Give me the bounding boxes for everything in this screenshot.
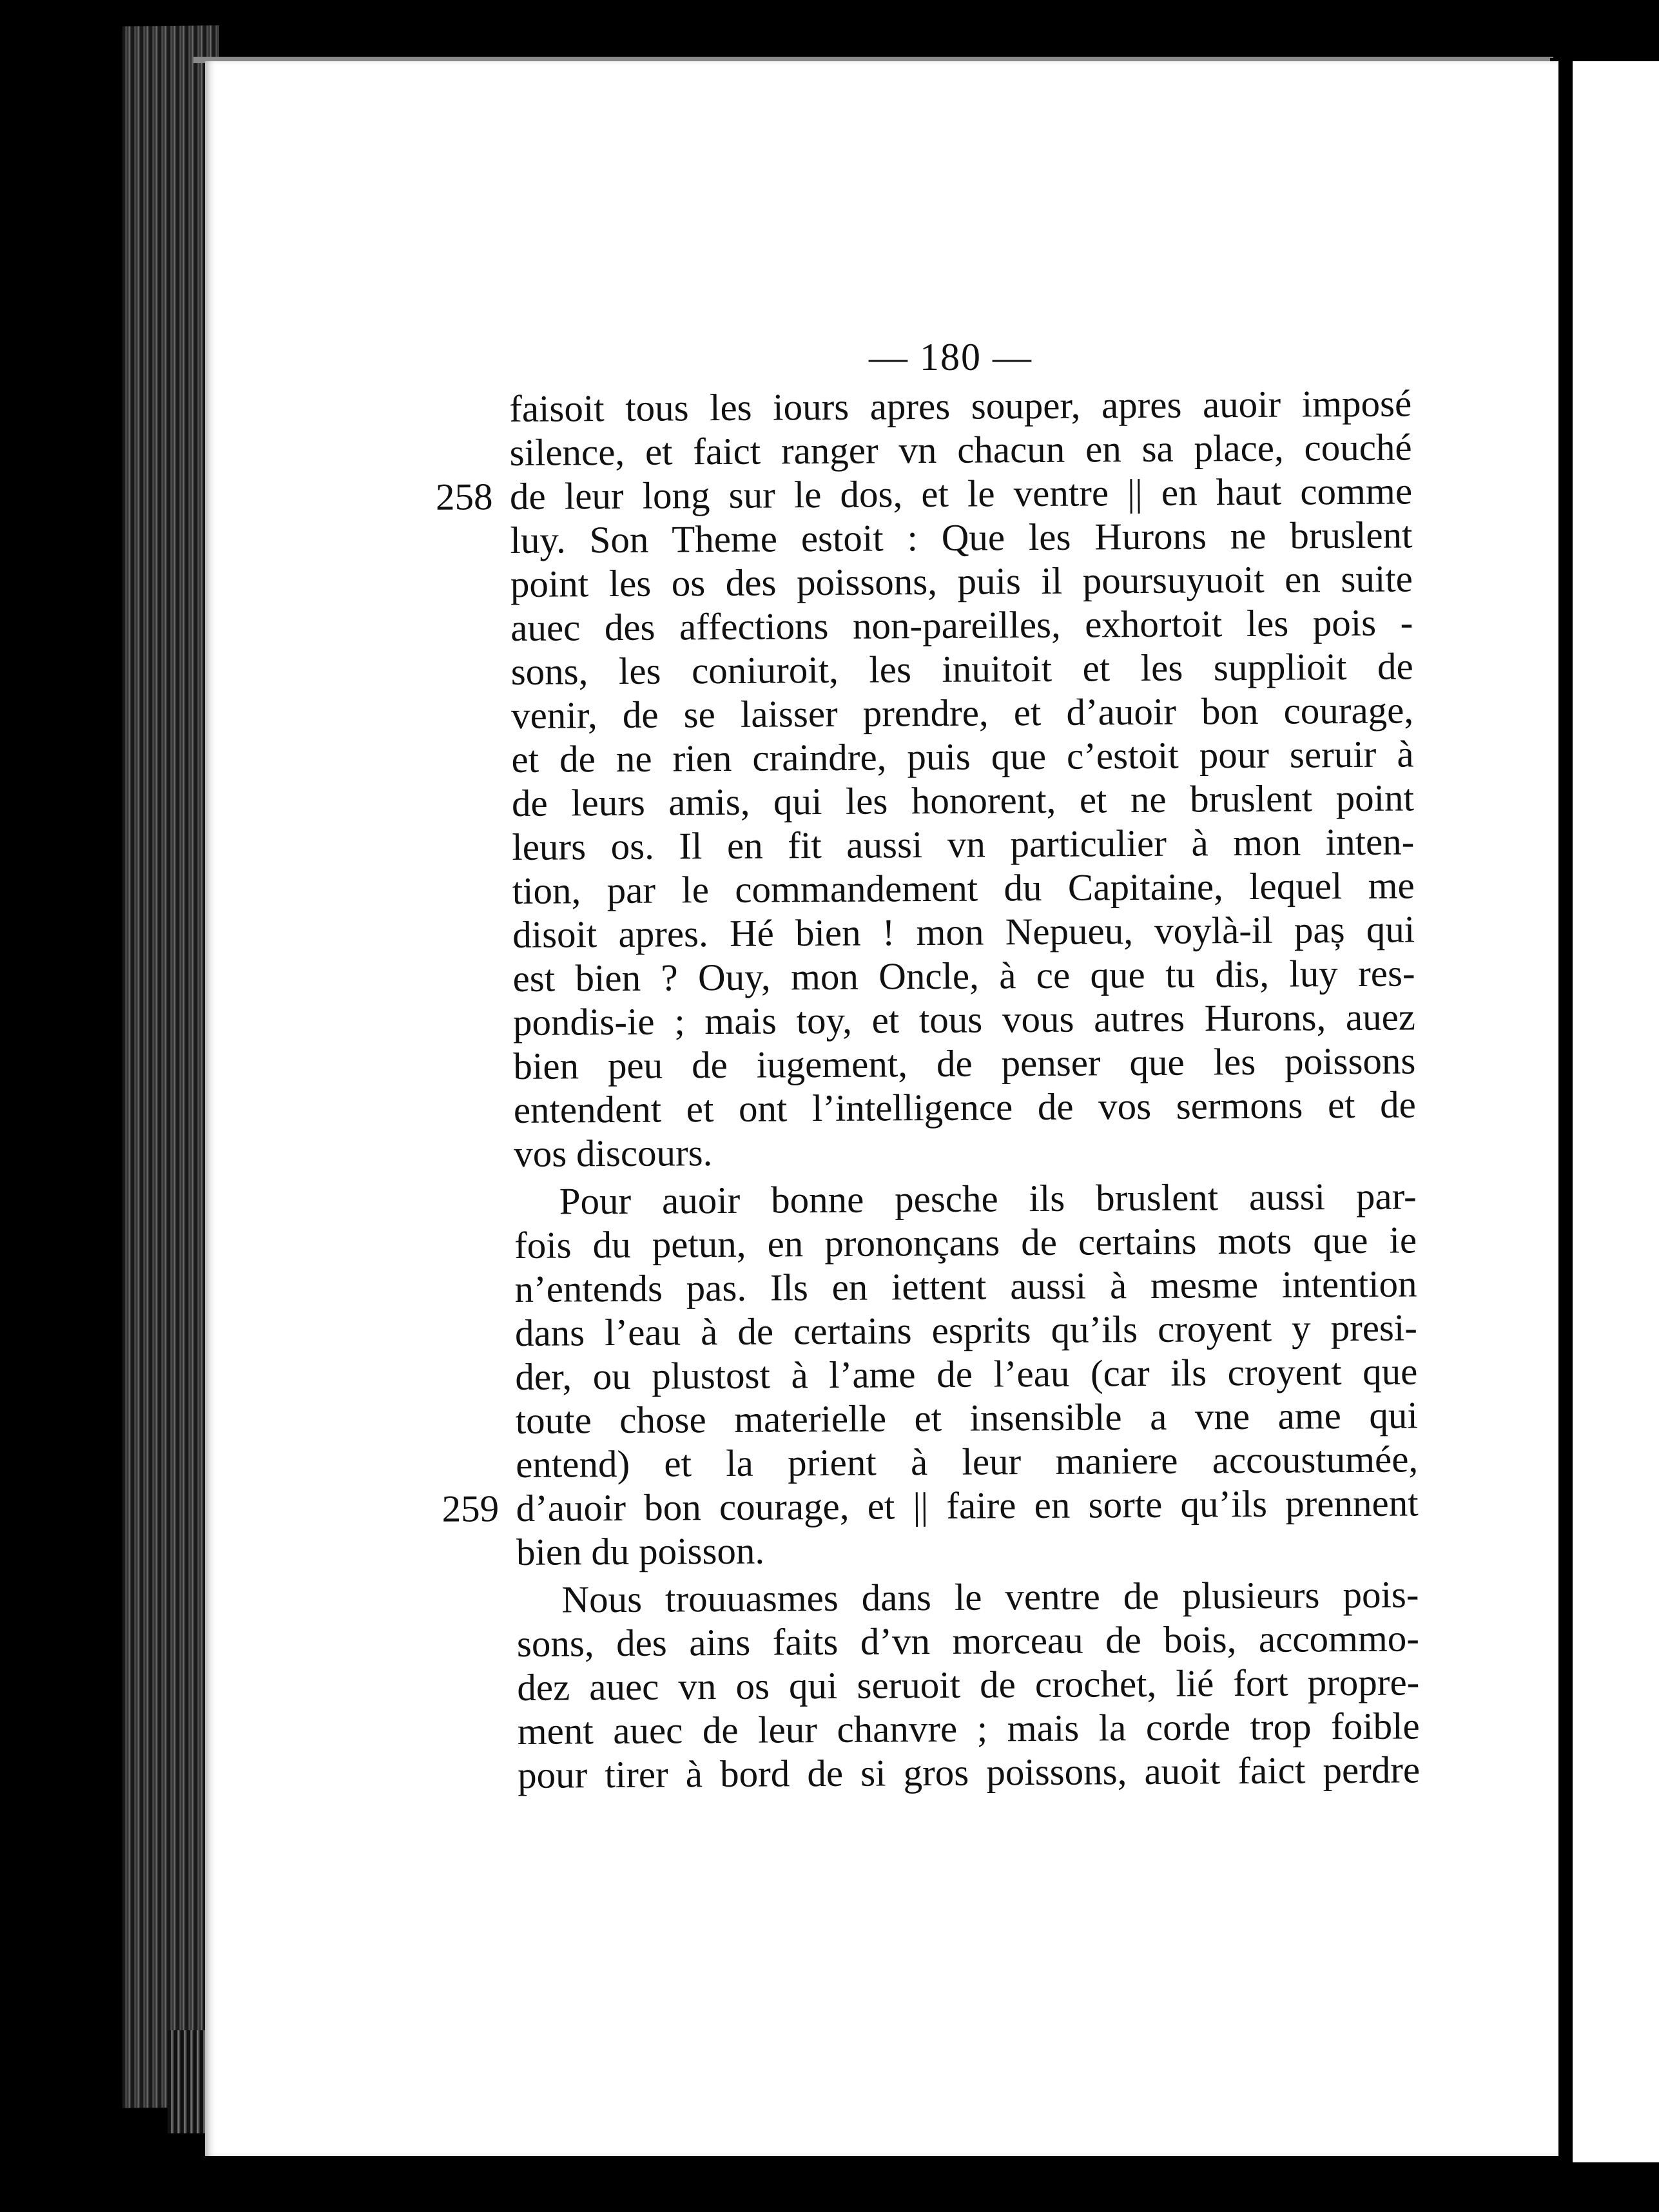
page-number: — 180 — (869, 336, 1033, 378)
text-line: ment auec de leur chanvre ; mais la corde trop foible (517, 1704, 1420, 1752)
text-line: sons, les coniuroit, les inuitoit et les supplioit de (510, 645, 1413, 693)
text-line: luy. Son Theme estoit : Que les Hurons ne bruslent (510, 513, 1413, 561)
text-line: est bien ? Ouy, mon Oncle, à ce que tu dis, luy res- (512, 951, 1415, 1000)
text-line-paragraph-start: Nous trouuasmes dans le ventre de plusieurs pois- (561, 1573, 1419, 1621)
text-line: pondis-ie ; mais toy, et tous vous autres Hurons, auez (512, 995, 1416, 1043)
body-text (435, 381, 1421, 1797)
text-line: bien du poisson. (516, 1529, 765, 1573)
text-line: silence, et faict ranger vn chacun en sa place, couché (509, 425, 1412, 474)
text-line: disoit apres. Hé bien ! mon Nepueu, voylà-il paș qui (512, 907, 1415, 956)
text-line: n’entends pas. Ils en iettent aussi à mesme intention (514, 1262, 1417, 1310)
text-line-with-margin-number (441, 1480, 1419, 1530)
text-line: venir, de se laisser prendre, et d’auoir bon courage, (510, 688, 1414, 737)
text-line: faisoit tous les iours apres souper, apres auoir imposé (509, 382, 1412, 430)
text-line: dans l’eau à de certains esprits qu’ils croyent y presi- (514, 1306, 1418, 1354)
text-line-with-margin-number (435, 469, 1413, 518)
text-line: toute chose materielle et insensible a vne ame qui (515, 1393, 1418, 1442)
text-line: de leur long sur le dos, et le ventre || en haut comme (509, 469, 1413, 518)
text-line: entendent et ont l’intelligence de vos sermons et de (513, 1083, 1417, 1131)
text-line: point les os des poissons, puis il poursuyuoit en suite (510, 557, 1413, 605)
text-line: vos discours. (514, 1131, 713, 1175)
text-line: pour tirer à bord de si gros poissons, auoit faict perdre (517, 1748, 1421, 1796)
text-line-paragraph-start: Pour auoir bonne pesche ils bruslent aussi par- (559, 1174, 1417, 1223)
text-line: fois du petun, en prononçans de certains mots que ie (514, 1218, 1417, 1266)
text-line: sons, des ains faits d’vn morceau de bois, accommo- (516, 1616, 1420, 1665)
text-line: leurs os. Il en fit aussi vn particulier à mon inten- (512, 820, 1415, 868)
text-line: et de ne rien craindre, puis que c’estoit pour seruir à (511, 732, 1414, 781)
text-line: bien peu de iugement, de penser que les poissons (513, 1039, 1416, 1087)
margin-line-number: 258 (435, 475, 493, 518)
margin-line-number: 259 (441, 1487, 500, 1530)
text-line: dez auec vn os qui seruoit de crochet, lié fort propre- (517, 1660, 1420, 1709)
text-line: auec des affections non-pareilles, exhortoit les pois - (510, 601, 1413, 649)
text-line: der, ou plustost à l’ame de l’eau (car ils croyent que (515, 1350, 1418, 1398)
text-line: tion, par le commandement du Capitaine, lequel me (512, 864, 1415, 912)
text-line: d’auoir bon courage, et || faire en sorte qu’ils prennent (516, 1481, 1419, 1529)
text-line: entend) et la prient à leur maniere accoustumée, (516, 1437, 1419, 1486)
text-line: de leurs amis, qui les honorent, et ne bruslent point (511, 776, 1415, 824)
